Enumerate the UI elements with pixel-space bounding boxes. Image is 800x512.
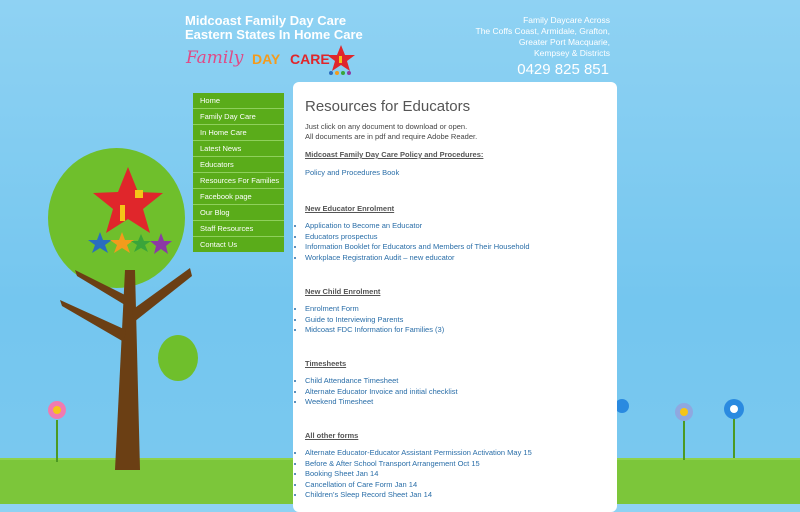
document-link[interactable]: • Weekend Timesheet (305, 397, 458, 408)
logo-star-icon (326, 44, 356, 76)
nav-item-our-blog[interactable]: Our Blog (193, 205, 284, 221)
nav-item-in-home-care[interactable]: In Home Care (193, 125, 284, 141)
nav-item-facebook-page[interactable]: Facebook page (193, 189, 284, 205)
site-title-line1: Midcoast Family Day Care (185, 13, 347, 28)
site-title-line2: Eastern States In Home Care (185, 27, 363, 42)
policy-book-link[interactable]: Policy and Procedures Book (305, 168, 400, 177)
child-enrolment-heading: New Child Enrolment (305, 287, 381, 296)
timesheets-heading: Timesheets (305, 359, 347, 368)
logo-care-text: CARE (290, 51, 330, 67)
intro-text (305, 122, 477, 142)
document-link[interactable]: • Educators prospectus (305, 232, 530, 243)
policy-heading: Midcoast Family Day Care Policy and Procedures: (305, 150, 484, 159)
site-title[interactable] (185, 14, 363, 42)
document-link[interactable]: • Midcoast FDC Information for Families (3) (305, 325, 444, 336)
intro-line: Just click on any document to download or open. (305, 122, 468, 131)
nav-item-staff-resources[interactable]: Staff Resources (193, 221, 284, 237)
nav-item-latest-news[interactable]: Latest News (193, 141, 284, 157)
timesheets-list (295, 376, 458, 408)
phone-number[interactable]: 0429 825 851 (517, 61, 609, 78)
document-link[interactable]: • Guide to Interviewing Parents (305, 315, 444, 326)
document-link[interactable]: • Cancellation of Care Form Jan 14 (305, 480, 532, 491)
page-title: Resources for Educators (305, 98, 471, 115)
nav-item-resources-for-families[interactable]: Resources For Families (193, 173, 284, 189)
document-link[interactable]: • Application to Become an Educator (305, 221, 530, 232)
document-link[interactable]: • Enrolment Form (305, 304, 444, 315)
nav-item-contact-us[interactable]: Contact Us (200, 240, 238, 249)
document-link[interactable]: • Alternate Educator-Educator Assistant Permission Activation May 15 (305, 448, 532, 459)
tagline-line: Family Daycare Across (523, 15, 610, 25)
document-link[interactable]: • Booking Sheet Jan 14 (305, 469, 532, 480)
document-link[interactable]: • Alternate Educator Invoice and initial checklist (305, 387, 458, 398)
service-area-tagline (476, 15, 611, 59)
document-link[interactable]: • Workplace Registration Audit – new educator (305, 253, 530, 264)
logo-family-text: Family (186, 48, 244, 68)
tagline-line: The Coffs Coast, Armidale, Grafton, (475, 26, 610, 36)
logo-day-text: DAY (252, 51, 281, 67)
sidebar-nav (193, 93, 284, 252)
other-forms-heading: All other forms (305, 431, 359, 440)
document-link[interactable]: • Information Booklet for Educators and Members of Their Household (305, 242, 530, 253)
nav-item-home[interactable]: Home (193, 93, 284, 109)
intro-line: All documents are in pdf and require Adobe Reader. (305, 132, 478, 141)
document-link[interactable]: • Children’s Sleep Record Sheet Jan 14 (305, 490, 532, 501)
educator-enrolment-heading: New Educator Enrolment (305, 204, 395, 213)
nav-item-educators[interactable]: Educators (193, 157, 284, 173)
tagline-line: Greater Port Macquarie, (518, 37, 610, 47)
other-forms-list (295, 448, 532, 501)
tagline-line: Kempsey & Districts (533, 48, 610, 58)
child-enrolment-list (295, 304, 444, 336)
family-daycare-logo[interactable] (186, 44, 356, 78)
nav-item-family-day-care[interactable]: Family Day Care (193, 109, 284, 125)
document-link[interactable]: • Before & After School Transport Arrangement Oct 15 (305, 459, 532, 470)
document-link[interactable]: • Child Attendance Timesheet (305, 376, 458, 387)
educator-enrolment-list (295, 221, 530, 263)
